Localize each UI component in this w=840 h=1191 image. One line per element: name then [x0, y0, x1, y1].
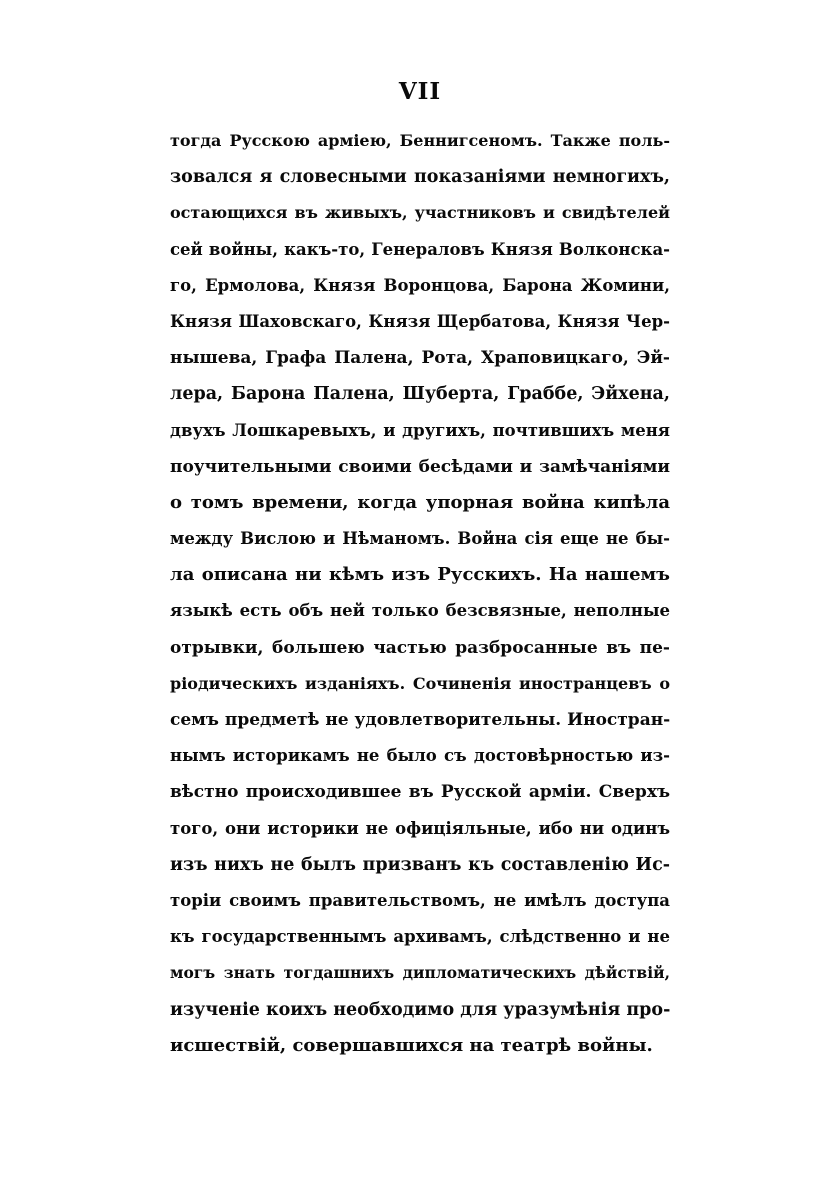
text-line: поучительными своими бесѣдами и замѣчаніями: [170, 456, 670, 477]
text-line: исшествій, совершавшихся на театрѣ войны.: [170, 1034, 653, 1056]
text-line: остающихся въ живыхъ, участниковъ и свидѣтелей: [170, 203, 670, 223]
text-line: того, они историки не офиціяльные, ибо ни одинъ: [170, 818, 670, 838]
text-line: изученіе коихъ необходимо для уразумѣнія про-: [170, 999, 671, 1020]
text-line: торіи своимъ правительствомъ, не имѣлъ доступа: [170, 890, 670, 910]
text-line: Князя Шаховскаго, Князя Щербатова, Князя Чер-: [170, 311, 670, 331]
text-line: къ государственнымъ архивамъ, слѣдственно и не: [170, 927, 670, 947]
text-line: ла описана ни кѣмъ изъ Русскихъ. На нашемъ: [170, 564, 670, 586]
page-number: VII: [398, 78, 442, 105]
text-line: семъ предметѣ не удовлетворительны. Иностран-: [170, 710, 671, 730]
text-line: вѣстно происходившее въ Русской арміи. Сверхъ: [170, 782, 670, 803]
text-line: о томъ времени, когда упорная война кипѣла: [170, 491, 670, 513]
text-line: сей войны, какъ-то, Генераловъ Князя Волконска-: [170, 239, 670, 259]
text-line: ріодическихъ изданіяхъ. Сочиненія иностранцевъ о: [170, 673, 670, 693]
text-line: могъ знать тогдашнихъ дипломатическихъ дѣйствій,: [170, 963, 670, 983]
text-line: тогда Русскою арміею, Беннигсеномъ. Также поль-: [170, 131, 670, 150]
body-text: [170, 123, 670, 1064]
text-line: нымъ историкамъ не было съ достовѣрностью из-: [170, 746, 670, 766]
text-line: двухъ Лошкаревыхъ, и другихъ, почтившихъ меня: [170, 420, 670, 440]
text-line: зовался я словесными показаніями немногихъ,: [170, 167, 670, 188]
text-line: изъ нихъ не былъ призванъ къ составленію Ис-: [170, 854, 670, 875]
text-line: между Вислою и Нѣманомъ. Война сія еще не бы-: [170, 529, 670, 549]
text-line: отрывки, большею частью разбросанные въ пе-: [170, 637, 670, 658]
text-line: нышева, Графа Палена, Рота, Храповицкаго, Эй-: [170, 348, 670, 369]
text-line: лера, Барона Палена, Шуберта, Граббе, Эйхена,: [170, 384, 670, 405]
text-line: го, Ермолова, Князя Воронцова, Барона Жомини,: [170, 275, 670, 295]
text-line: языкѣ есть объ ней только безсвязные, неполные: [170, 601, 670, 621]
